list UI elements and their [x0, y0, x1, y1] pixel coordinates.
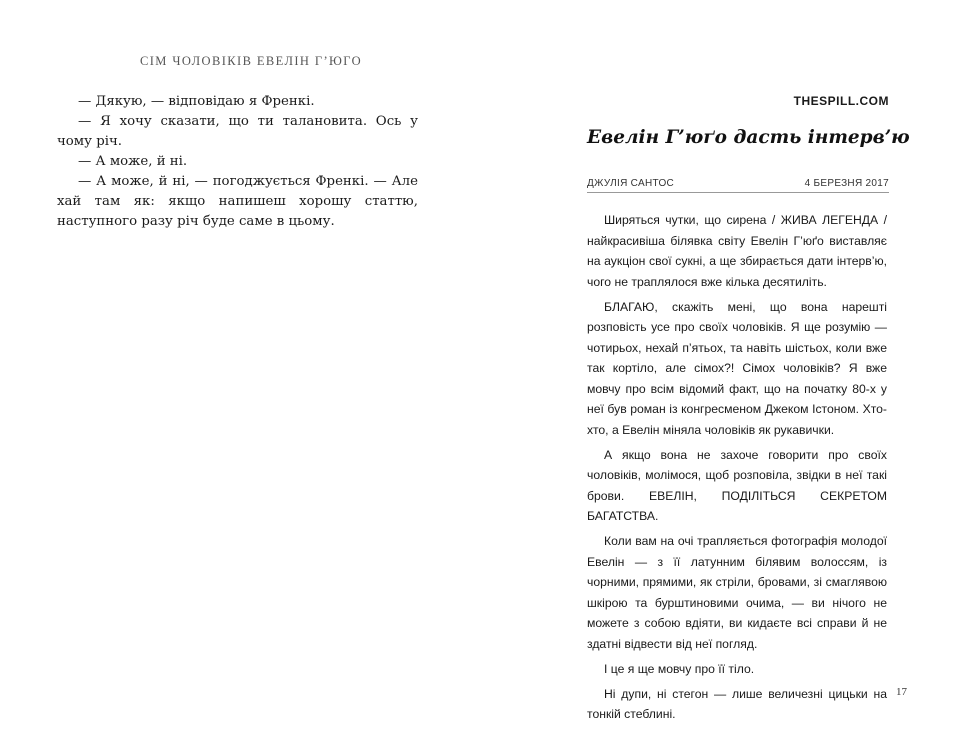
running-head: СІМ ЧОЛОВІКІВ ЕВЕЛІН Г’ЮГО: [140, 54, 363, 68]
left-page-text: [57, 92, 418, 232]
byline-divider: [587, 192, 889, 193]
byline: [587, 178, 889, 189]
article-title: Евелін Г’юґо дасть інтерв’ю: [587, 127, 910, 148]
page-number: 17: [896, 686, 907, 698]
article-date: 4 БЕРЕЗНЯ 2017: [804, 178, 889, 189]
author-name: ДЖУЛІЯ САНТОС: [587, 178, 675, 189]
left-page: [0, 0, 485, 728]
article-body: [587, 210, 887, 729]
article-paragraph: БЛАГАЮ, скажіть мені, що вона нарешті розповість усе про своїх чоловіків. Я ще розумію — чотирьох, нехай п’ятьох, та навіть шістьох, коли вже так кортіло, але сімох?! Сімох чоловіків? Я вже мовчу про всім відомий факт, що на початку 80-х у неї був роман із конгресменом Джеком Істоном. Хто-хто, а Евелін міняла чоловіків як рукавички.: [587, 299, 887, 437]
dialogue-line: — Я хочу сказати, що ти талановита. Ось у чому річ.: [57, 114, 418, 149]
site-name: THESPILL.COM: [793, 94, 889, 108]
article-paragraph: А якщо вона не захоче говорити про своїх чоловіків, молімося, щоб розповіла, звідки в неї такі брови. ЕВЕЛІН, ПОДІЛІТЬСЯ СЕКРЕТОМ БАГАТСТВА.: [587, 447, 887, 523]
dialogue-line: — А може, й ні.: [78, 154, 188, 169]
dialogue-line: — А може, й ні, — погоджується Френкі. — Але хай там як: якщо напишеш хорошу статтю, наступного разу річ буде саме в цьому.: [57, 174, 418, 229]
article-paragraph: Ні дупи, ні стегон — лише величезні цицьки на тонкій стеблині.: [587, 686, 887, 721]
right-page: [485, 0, 970, 728]
dialogue-line: — Дякую, — відповідаю я Френкі.: [78, 94, 315, 109]
article-paragraph: Ширяться чутки, що сирена / ЖИВА ЛЕГЕНДА / найкрасивіша білявка світу Евелін Г’юґо виставляє на аукціон свої сукні, а ще збирається дати інтерв’ю, чого не траплялося вже кілька десятиліть.: [587, 213, 887, 289]
article-paragraph: І це я ще мовчу про її тіло.: [604, 661, 755, 676]
article-paragraph: Коли вам на очі трапляється фотографія молодої Евелін — з її латунним білявим волоссям, із чорними, прямими, як стріли, бровами, зі смаглявою шкірою та бурштиновими очима, — ви нічого не можете з собою вдіяти, ви кидаєте всі справи й не здатні відвести від неї погляд.: [587, 534, 887, 651]
